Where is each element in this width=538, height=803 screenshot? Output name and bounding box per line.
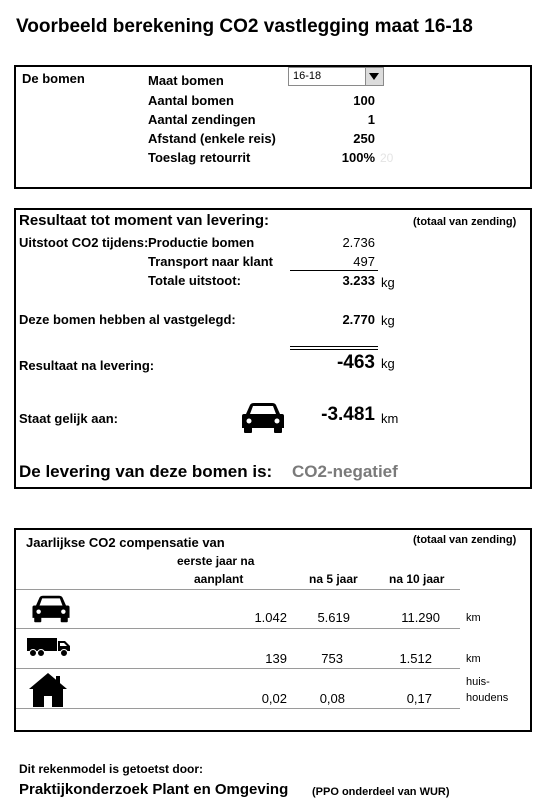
house-value-10: 0,17: [406, 691, 432, 706]
chevron-down-icon: [369, 73, 379, 80]
sum-line: [290, 270, 378, 271]
resultaat-heading: Resultaat tot moment van levering:: [19, 212, 270, 229]
aantal-zendingen-value[interactable]: 1: [367, 112, 375, 127]
staat-label: Staat gelijk aan:: [19, 411, 118, 426]
aantal-bomen-label: Aantal bomen: [148, 93, 234, 108]
car-value-5: 5.619: [317, 610, 350, 625]
jaarlijks-note: (totaal van zending): [413, 534, 517, 546]
row-divider: [16, 628, 460, 629]
truck-unit: km: [466, 653, 481, 665]
productie-label: Productie bomen: [148, 235, 255, 250]
car-icon: [31, 594, 71, 624]
transport-label: Transport naar klant: [148, 254, 273, 269]
staat-value: -3.481: [321, 404, 375, 425]
col-header-1-line2: aanplant: [194, 572, 244, 586]
house-icon: [28, 672, 68, 708]
totale-unit: kg: [381, 275, 395, 290]
col-header-1-line1: eerste jaar na: [177, 554, 255, 568]
row-divider: [16, 708, 460, 709]
col-header-3: na 10 jaar: [389, 572, 445, 586]
uitstoot-label: Uitstoot CO2 tijdens:: [19, 235, 149, 250]
house-unit-line2: houdens: [466, 692, 509, 704]
productie-value: 2.736: [342, 235, 375, 250]
truck-value-1: 139: [265, 651, 287, 666]
resultaat-note: (totaal van zending): [413, 216, 517, 228]
house-unit-line1: huis-: [466, 676, 490, 688]
staat-unit: km: [381, 411, 399, 426]
truck-icon: [27, 636, 71, 658]
aantal-bomen-value[interactable]: 100: [353, 93, 375, 108]
double-line-bottom: [290, 349, 378, 350]
conclusie-label: De levering van deze bomen is:: [19, 462, 273, 481]
bomen-section-label: De bomen: [22, 71, 85, 86]
toeslag-value[interactable]: 100%: [341, 150, 375, 165]
vastgelegd-label: Deze bomen hebben al vastgelegd:: [19, 312, 236, 327]
footer-org-note: (PPO onderdeel van WUR): [312, 786, 450, 798]
maat-select-value: 16-18: [293, 70, 322, 82]
resultaat-panel: [14, 208, 532, 489]
house-value-1: 0,02: [261, 691, 287, 706]
maat-label: Maat bomen: [148, 73, 224, 88]
na-levering-label: Resultaat na levering:: [19, 358, 155, 373]
toeslag-label: Toeslag retourrit: [148, 150, 251, 165]
row-divider: [16, 668, 460, 669]
vastgelegd-value: 2.770: [342, 312, 375, 327]
jaarlijks-heading: Jaarlijkse CO2 compensatie van: [26, 535, 225, 550]
afstand-label: Afstand (enkele reis): [148, 131, 276, 146]
transport-value: 497: [353, 254, 375, 269]
col-header-2: na 5 jaar: [309, 572, 358, 586]
row-divider: [16, 589, 460, 590]
afstand-value[interactable]: 250: [353, 131, 375, 146]
car-unit: km: [466, 612, 481, 624]
vastgelegd-unit: kg: [381, 313, 395, 328]
bomen-panel: [14, 65, 532, 189]
dropdown-arrow-button[interactable]: [365, 68, 383, 85]
double-line-top: [290, 346, 378, 347]
footer-org: Praktijkonderzoek Plant en Omgeving: [19, 781, 289, 798]
car-value-10: 11.290: [401, 610, 440, 625]
maat-select[interactable]: [288, 67, 384, 86]
toeslag-faded-value: 20: [380, 151, 394, 165]
house-value-5: 0,08: [319, 691, 345, 706]
footer-text: Dit rekenmodel is getoetst door:: [19, 762, 204, 776]
conclusie-value: CO2-negatief: [292, 462, 398, 481]
totale-label: Totale uitstoot:: [148, 273, 241, 288]
car-value-1: 1.042: [254, 610, 287, 625]
car-icon: [241, 401, 285, 435]
truck-value-10: 1.512: [399, 651, 432, 666]
aantal-zendingen-label: Aantal zendingen: [148, 112, 256, 127]
totale-value: 3.233: [342, 273, 375, 288]
na-levering-unit: kg: [381, 356, 395, 371]
page-title: Voorbeeld berekening CO2 vastlegging maat 16-18: [16, 16, 473, 37]
truck-value-5: 753: [321, 651, 343, 666]
na-levering-value: -463: [336, 352, 375, 373]
